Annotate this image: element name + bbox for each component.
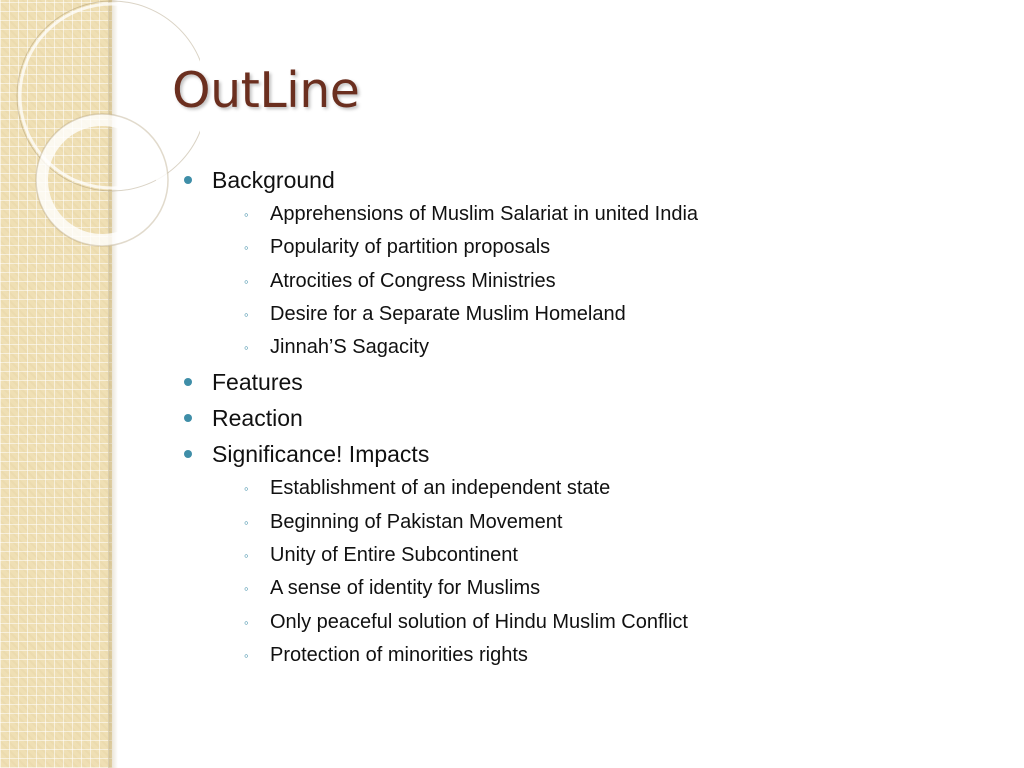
- bullet-ring-icon: ◦: [244, 614, 249, 630]
- bullet-dot-icon: [184, 176, 192, 184]
- sub-list: [242, 198, 698, 364]
- bullet-ring-icon: ◦: [244, 647, 249, 663]
- sub-item: [242, 331, 698, 364]
- bullet-ring-icon: ◦: [244, 514, 249, 530]
- sub-item-label: Apprehensions of Muslim Salariat in united India: [270, 203, 699, 225]
- sub-item: [242, 231, 698, 264]
- bullet-ring-icon: ◦: [244, 273, 249, 289]
- sub-item: [242, 265, 698, 298]
- outline-item-label: Reaction: [212, 405, 303, 432]
- outline-item-label: Significance! Impacts: [212, 441, 430, 468]
- bullet-ring-icon: ◦: [244, 548, 249, 564]
- slide-title: OutLine: [172, 62, 360, 119]
- sub-item-label: Only peaceful solution of Hindu Muslim Conflict: [270, 610, 688, 633]
- bullet-ring-icon: ◦: [244, 207, 249, 222]
- decorative-rings: [0, 0, 200, 300]
- outline-list: [184, 162, 698, 672]
- sub-item-label: Beginning of Pakistan Movement: [270, 510, 563, 533]
- sub-item-label: Establishment of an independent state: [270, 477, 611, 500]
- sub-item-label: Popularity of partition proposals: [270, 236, 551, 259]
- bullet-ring-icon: ◦: [244, 581, 249, 597]
- bullet-ring-icon: ◦: [244, 306, 249, 322]
- sub-item-label: A sense of identity for Muslims: [270, 577, 541, 600]
- sub-item: [242, 198, 698, 231]
- outline-item-significance: [184, 436, 698, 672]
- sub-item-label: Jinnah’S Sagacity: [270, 336, 429, 359]
- outline-item-reaction: [184, 400, 698, 436]
- sub-list: [242, 472, 698, 672]
- sub-item: [242, 572, 698, 605]
- outline-item-features: [184, 364, 698, 400]
- bullet-ring-icon: ◦: [244, 340, 249, 356]
- outline-item-label: Features: [212, 369, 303, 396]
- bullet-ring-icon: ◦: [244, 240, 249, 256]
- sub-item-label: Protection of minorities rights: [270, 643, 528, 666]
- sub-item-label: Desire for a Separate Muslim Homeland: [270, 302, 626, 325]
- sub-item: [242, 472, 698, 505]
- outline-item-background: [184, 162, 698, 364]
- sub-item: [242, 506, 698, 539]
- sub-item-label: Atrocities of Congress Ministries: [270, 269, 556, 292]
- bullet-dot-icon: [184, 450, 192, 458]
- sub-item: [242, 298, 698, 331]
- sub-item: [242, 606, 698, 639]
- bullet-dot-icon: [184, 378, 192, 386]
- sub-item-label: Unity of Entire Subcontinent: [270, 544, 518, 567]
- bullet-ring-icon: ◦: [244, 481, 249, 497]
- bullet-dot-icon: [184, 414, 192, 422]
- sub-item: [242, 639, 698, 672]
- outline-item-label: Background: [212, 167, 335, 193]
- sub-item: [242, 539, 698, 572]
